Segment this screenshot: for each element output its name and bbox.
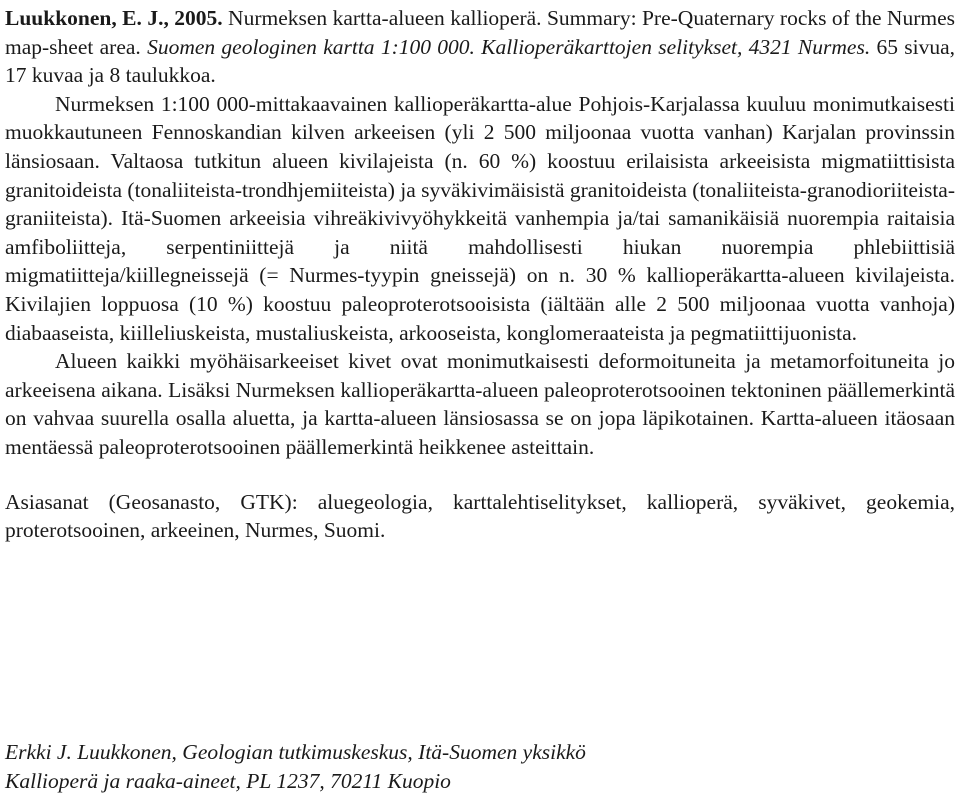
- reference-series: Suomen geologinen kartta 1:100 000. Kallioperäkarttojen selitykset, 4321 Nurmes.: [147, 34, 871, 59]
- reference-pages: 65 sivua, 17 kuvaa ja 8 taulukkoa.: [5, 34, 956, 88]
- abstract-page: [5, 4, 955, 545]
- abstract-paragraph-2: Alueen kaikki myöhäisarkeeiset kivet ovat monimutkaisesti deformoituneita ja metamorfoituneita jo arkeeisena aikana. Lisäksi Nurmeksen kallioperäkartta-alueen paleoproterotsooinen tektoninen päällemerkintä on vahvaa suurella osalla aluetta, ja kartta-alueen länsiosassa se on jopa läpikotainen. Kartta-alueen itäosaan mentäessä paleoproterotsooinen päällemerkintä heikkenee asteittain.: [5, 349, 955, 459]
- reference-citation: [5, 4, 955, 90]
- author-affiliation: [5, 738, 955, 795]
- abstract-paragraph-1: Nurmeksen 1:100 000-mittakaavainen kallioperäkartta-alue Pohjois-Karjalassa kuuluu monimutkaisesti muokkautuneen Fennoskandian kilven arkeeisen (yli 2 500 miljoonaa vuotta vanhan) Karjalan provinssin länsiosaan. Valtaosa tutkitun alueen kivilajeista (n. 60 %) koostuu erilaisista arkeeisista migmatiittisista granitoideista (tonaliiteista-trondhjemiiteista) ja syväkivimäisistä granitoideista (tonaliiteista-granodioriiteista-graniiteista). Itä-Suomen arkeeisia vihreäkivivyöhykkeitä vanhempia ja/tai samanikäisiä nuorempia raitaisia amfiboliitteja, serpentiniittejä ja niitä mahdollisesti hiukan nuorempia phlebiittisiä migmatiitteja/kiillegneissejä (= Nurmes-tyypin gneissejä) on n. 30 % kallioperäkartta-alueen kivilajeista. Kivilajien loppuosa (10 %) koostuu paleoproterotsooisista (iältään alle 2 500 miljoonaa vuotta vanhoja) diabaaseista, kiilleliuskeista, mustaliuskeista, arkooseista, konglomeraateista ja pegmatiittijuonista.: [5, 91, 955, 345]
- reference-title: Nurmeksen kartta-alueen kallioperä. Summary: Pre-Quaternary rocks of the Nurmes map-sheet area.: [5, 6, 956, 59]
- affiliation-line-1: Erkki J. Luukkonen, Geologian tutkimuskeskus, Itä-Suomen yksikkö: [5, 740, 586, 764]
- affiliation-line-2: Kallioperä ja raaka-aineet, PL 1237, 70211 Kuopio: [5, 768, 451, 793]
- keywords: Asiasanat (Geosanasto, GTK): aluegeologia, karttalehtiselitykset, kallioperä, syväkivet, geokemia, proterotsooinen, arkeeinen, Nurmes, Suomi.: [5, 489, 955, 543]
- reference-author: Luukkonen, E. J., 2005.: [5, 6, 223, 30]
